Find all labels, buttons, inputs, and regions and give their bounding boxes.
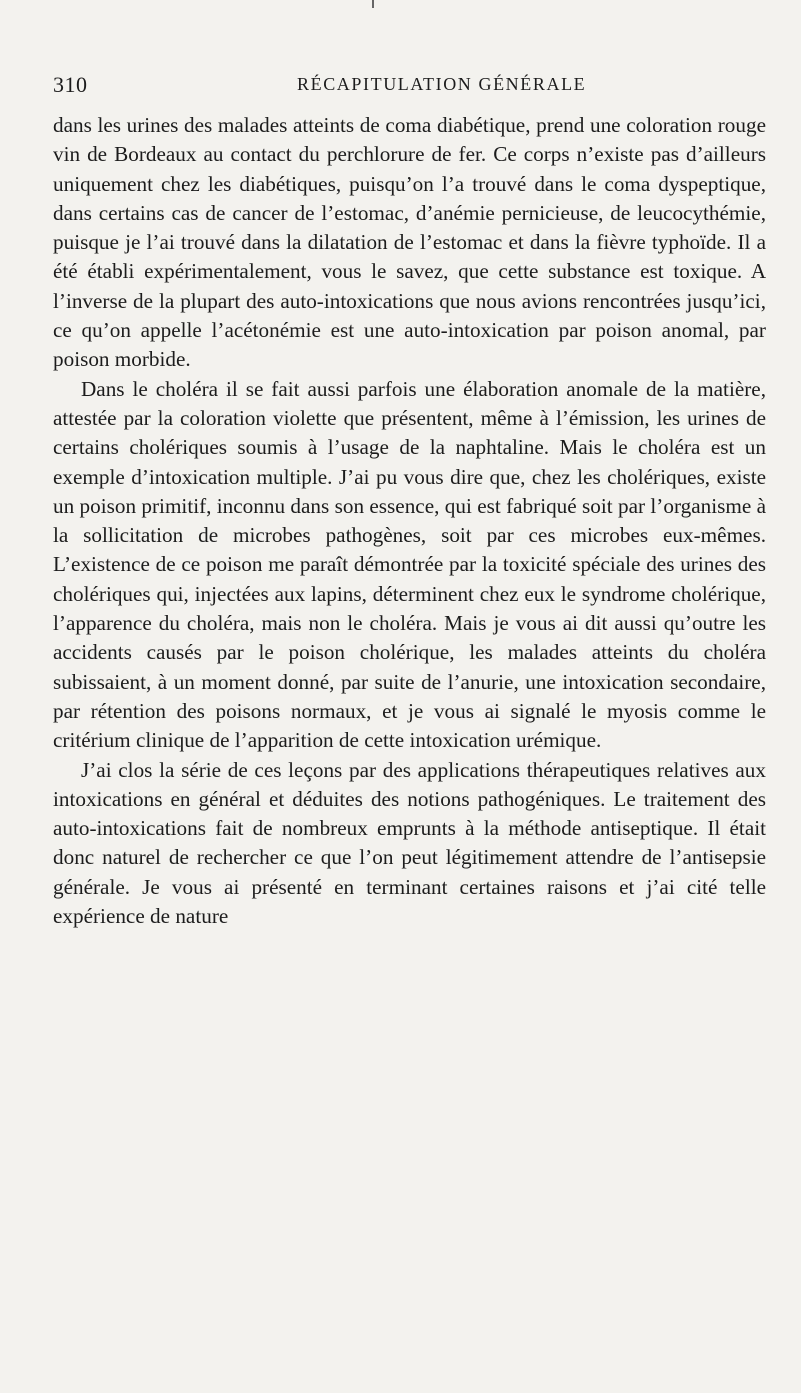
running-title: RÉCAPITULATION GÉNÉRALE <box>297 74 587 94</box>
body-text <box>53 111 766 931</box>
page-header <box>53 72 753 98</box>
page-mark <box>372 0 374 8</box>
page-number: 310 <box>53 72 88 97</box>
paragraph-continuation: dans les urines des malades atteints de coma diabétique, prend une coloration rouge vin de Bordeaux au contact du perchlorure de fer. Ce corps n’existe pas d’ailleurs uniquement chez les diabétiques, puisqu’on l’a trouvé dans le coma dyspeptique, dans certains cas de cancer de l’estomac, d’anémie pernicieuse, de leucocythémie, puisque je l’ai trouvé dans la dilatation de l’estomac et dans la fièvre typhoïde. Il a été établi expérimentalement, vous le savez, que cette substance est toxique. A l’inverse de la plupart des auto-intoxications que nous avions rencontrées jusqu’ici, ce qu’on appelle l’acétonémie est une auto-intoxication par poison anomal, par poison morbide. <box>53 113 766 372</box>
paragraph-cholera: Dans le choléra il se fait aussi parfois une élaboration anomale de la matière, attestée par la coloration violette que présentent, même à l’émission, les urines de certains cholériques soumis à l’usage de la naphtaline. Mais le choléra est un exemple d’intoxication multiple. J’ai pu vous dire que, chez les cholériques, existe un poison primitif, inconnu dans son essence, qui est fabriqué soit par l’organisme à la sollicitation de microbes pathogènes, soit par ces microbes eux-mêmes. L’existence de ce poison me paraît démontrée par la toxicité spéciale des urines des cholériques qui, injectées aux lapins, déterminent chez eux le syndrome cholérique, l’apparence du choléra, mais non le choléra. Mais je vous ai dit aussi qu’outre les accidents causés par le poison cholérique, les malades atteints du choléra subissaient, à un moment donné, par suite de l’anurie, une intoxication secondaire, par rétention des poisons normaux, et je vous ai signalé le myosis comme le critérium clinique de l’apparition de cette intoxication urémique. <box>53 376 766 753</box>
paragraph-therapeutics: J’ai clos la série de ces leçons par des applications thérapeutiques relatives aux intoxications en général et déduites des notions pathogéniques. Le traitement des auto-intoxications fait de nombreux emprunts à la méthode antiseptique. Il était donc naturel de rechercher ce que l’on peut légitimement attendre de l’antisepsie générale. Je vous ai présenté en terminant certaines raisons et j’ai cité telle expérience de nature <box>53 757 766 929</box>
